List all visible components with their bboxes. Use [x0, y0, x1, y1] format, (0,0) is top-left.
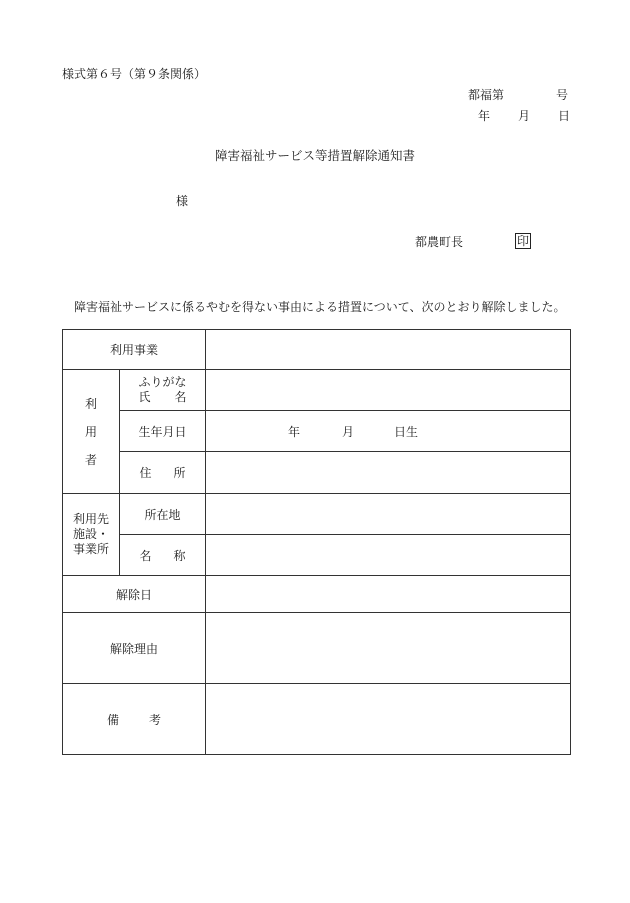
date-year: 年	[478, 109, 491, 123]
facility-name-value[interactable]	[206, 535, 571, 576]
row-remarks	[63, 684, 571, 755]
form-number: 様式第６号（第９条関係）	[62, 67, 207, 81]
location-value[interactable]	[206, 494, 571, 535]
birthdate-label: 生年月日	[120, 411, 206, 452]
user-group-label: 利 用 者	[63, 370, 120, 494]
addressee-suffix: 様	[176, 194, 189, 208]
location-label: 所在地	[120, 494, 206, 535]
issuer-name: 都農町長	[415, 235, 464, 249]
name-value[interactable]	[206, 370, 571, 411]
address-value[interactable]	[206, 452, 571, 494]
document-number-suffix: 号	[556, 88, 569, 102]
name-label: ふりがな 氏 名	[120, 370, 206, 411]
birthdate-value[interactable]: 年 月 日生	[206, 411, 571, 452]
date-day: 日	[558, 109, 571, 123]
row-location	[63, 494, 571, 535]
row-birthdate	[63, 411, 571, 452]
date-month: 月	[518, 109, 531, 123]
release-date-label: 解除日	[63, 576, 206, 613]
facility-name-label: 名 称	[120, 535, 206, 576]
document-title: 障害福祉サービス等措置解除通知書	[214, 148, 415, 163]
release-reason-label: 解除理由	[63, 613, 206, 684]
document-number-prefix: 都福第	[468, 88, 505, 102]
body-text: 障害福祉サービスに係るやむを得ない事由による措置について、次のとおり解除しました。	[74, 300, 566, 314]
release-date-value[interactable]	[206, 576, 571, 613]
remarks-label: 備 考	[63, 684, 206, 755]
row-release-reason	[63, 613, 571, 684]
release-reason-value[interactable]	[206, 613, 571, 684]
row-service	[63, 330, 571, 370]
furigana-label: ふりがな	[138, 375, 187, 389]
row-facility-name	[63, 535, 571, 576]
address-label: 住 所	[120, 452, 206, 494]
row-address	[63, 452, 571, 494]
facility-group-label: 利用先 施設・ 事業所	[63, 494, 120, 576]
seal-mark: 印	[517, 234, 530, 248]
row-name	[63, 370, 571, 411]
service-label: 利用事業	[63, 330, 206, 370]
row-release-date	[63, 576, 571, 613]
service-value[interactable]	[206, 330, 571, 370]
notice-table	[62, 329, 571, 755]
remarks-value[interactable]	[206, 684, 571, 755]
